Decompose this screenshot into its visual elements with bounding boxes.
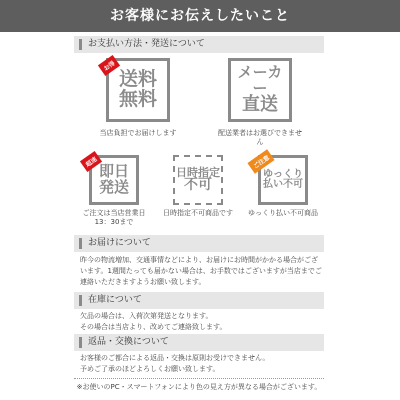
payment-bottom-row bbox=[74, 152, 324, 232]
maker-direct-stamp bbox=[228, 58, 292, 122]
section-heading-stock: 在庫について bbox=[74, 292, 324, 309]
same-day-badge: 超速 bbox=[80, 151, 102, 172]
returns-text-line2: 予めご了承のほどよろしくお願い致します。 bbox=[80, 364, 220, 373]
maker-direct-caption: 配送業者はお選びできません bbox=[218, 129, 302, 147]
returns-text-line1: お客様のご都合による返品・交換は原則お受けできません。 bbox=[80, 354, 270, 362]
no-slow-pay-caption: ゆっくり払い不可商品 bbox=[248, 209, 318, 217]
stock-text-line2: その場合は当店より、改めてご連絡致します。 bbox=[80, 322, 227, 331]
returns-text bbox=[80, 353, 324, 375]
section-heading-payment: お支払い方法・発送について bbox=[74, 36, 324, 53]
free-shipping-badge: お得 bbox=[98, 55, 120, 76]
no-slow-pay-line1: ゆっくり bbox=[263, 168, 303, 180]
page-header: お客様にお伝えしたいこと bbox=[0, 0, 400, 32]
payment-top-row bbox=[74, 56, 324, 148]
same-day-card bbox=[74, 152, 154, 232]
section-heading-returns: 返品・交換について bbox=[74, 334, 324, 351]
no-slow-pay-card bbox=[242, 152, 324, 232]
no-date-card bbox=[158, 152, 238, 232]
no-slow-pay-line2: 払い不可 bbox=[263, 179, 303, 190]
stock-text bbox=[80, 311, 324, 333]
no-date-line2: 不可 bbox=[184, 177, 212, 194]
maker-direct-line1: メーカー bbox=[237, 62, 283, 97]
free-shipping-line2: 無料 bbox=[118, 88, 157, 110]
stock-text-line1: 欠品の場合は、入荷次第発送となります。 bbox=[80, 312, 213, 320]
same-day-line2: 発送 bbox=[98, 178, 129, 196]
delivery-text: 昨今の物流増加、交通事情などにより、お届けにお時間がかかる場合がございます。1週間たっても届かない場合は、お手数ではございますが当店までご連絡いただきますようお願い致します。 bbox=[80, 256, 322, 286]
maker-direct-line2: 直送 bbox=[242, 94, 278, 116]
no-date-stamp bbox=[173, 155, 223, 205]
maker-direct-card bbox=[218, 56, 302, 148]
footer-divider bbox=[74, 378, 324, 379]
same-day-caption-line1: ご注文は当店営業日 bbox=[82, 209, 146, 217]
same-day-caption-line2: 13：30まで bbox=[94, 218, 134, 227]
footer-note: ※お使いのPC・スマートフォンにより色の見え方が異なる場合がございます。 bbox=[76, 383, 322, 391]
no-slow-pay-badge: ご注意 bbox=[247, 149, 274, 173]
section-heading-delivery: お届けについて bbox=[74, 235, 324, 252]
no-date-line1: 日時指定 bbox=[176, 165, 220, 179]
no-date-caption: 日時指定不可商品です bbox=[163, 209, 233, 217]
free-shipping-card bbox=[96, 56, 180, 148]
free-shipping-caption: 当店負担でお届けします bbox=[99, 129, 177, 137]
same-day-caption bbox=[74, 209, 154, 227]
free-shipping-line1: 送料 bbox=[118, 68, 157, 91]
same-day-line1: 即日 bbox=[98, 162, 129, 181]
